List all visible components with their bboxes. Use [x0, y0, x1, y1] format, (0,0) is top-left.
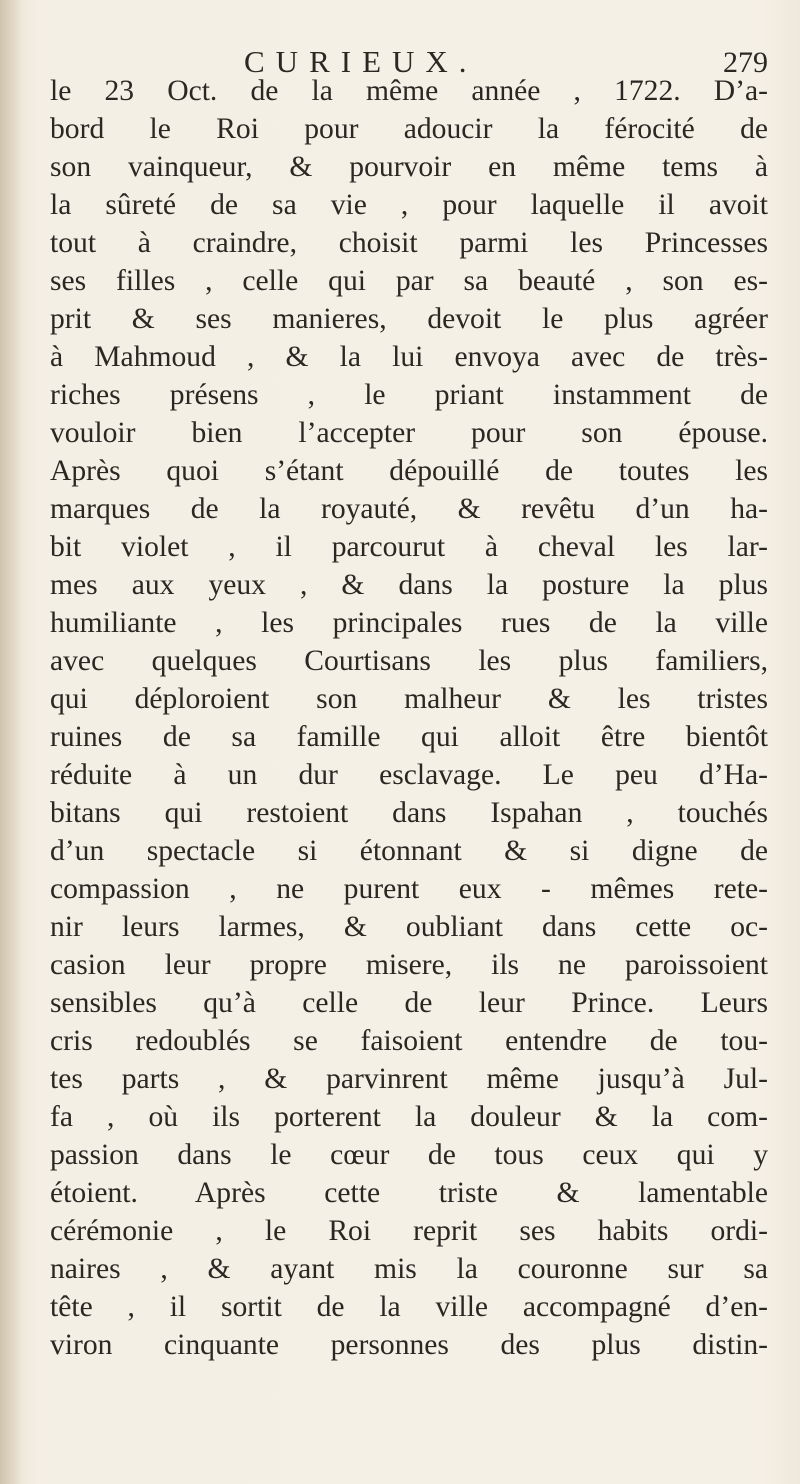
- text-line: réduite à un dur esclavage. Le peu d’Ha-: [50, 759, 768, 791]
- text-line: bitans qui restoient dans Ispahan , touchés: [50, 797, 768, 829]
- text-line: tout à craindre, choisit parmi les Princesses: [50, 227, 768, 259]
- text-line: vouloir bien l’accepter pour son épouse.: [50, 417, 768, 449]
- text-line: bord le Roi pour adoucir la férocité de: [50, 113, 768, 145]
- body-text: [50, 72, 768, 1364]
- text-line: la sûreté de sa vie , pour laquelle il avoit: [50, 189, 768, 221]
- text-line: riches présens , le priant instamment de: [50, 379, 768, 411]
- text-line: tes parts , & parvinrent même jusqu’à Jul-: [50, 1063, 768, 1095]
- text-line: Après quoi s’étant dépouillé de toutes les: [50, 455, 768, 487]
- text-line: passion dans le cœur de tous ceux qui y: [50, 1139, 768, 1171]
- page-number: 279: [723, 46, 768, 79]
- text-line: sensibles qu’à celle de leur Prince. Leurs: [50, 987, 768, 1019]
- text-line: nir leurs larmes, & oubliant dans cette oc-: [50, 911, 768, 943]
- text-line: avec quelques Courtisans les plus familiers,: [50, 645, 768, 677]
- text-line: tête , il sortit de la ville accompagné d’en-: [50, 1291, 768, 1323]
- page-gutter: [0, 0, 22, 1484]
- text-line: ruines de sa famille qui alloit être bientôt: [50, 721, 768, 753]
- text-line: qui déploroient son malheur & les tristes: [50, 683, 768, 715]
- text-line: étoient. Après cette triste & lamentable: [50, 1177, 768, 1209]
- text-line: cérémonie , le Roi reprit ses habits ordi-: [50, 1215, 768, 1247]
- text-line: ses filles , celle qui par sa beauté , son es-: [50, 265, 768, 297]
- text-line: casion leur propre misere, ils ne paroissoient: [50, 949, 768, 981]
- text-line: viron cinquante personnes des plus distin-: [50, 1329, 768, 1361]
- text-line: humiliante , les principales rues de la ville: [50, 607, 768, 639]
- text-line: mes aux yeux , & dans la posture la plus: [50, 569, 768, 601]
- text-line: le 23 Oct. de la même année , 1722. D’a-: [50, 75, 768, 107]
- text-line: cris redoublés se faisoient entendre de tou-: [50, 1025, 768, 1057]
- text-line: d’un spectacle si étonnant & si digne de: [50, 835, 768, 867]
- text-line: compassion , ne purent eux - mêmes rete-: [50, 873, 768, 905]
- running-head: CURIEUX.: [244, 44, 478, 79]
- text-line: son vainqueur, & pourvoir en même tems à: [50, 151, 768, 183]
- text-line: marques de la royauté, & revêtu d’un ha-: [50, 493, 768, 525]
- text-line: fa , où ils porterent la douleur & la com-: [50, 1101, 768, 1133]
- text-line: à Mahmoud , & la lui envoya avec de très-: [50, 341, 768, 373]
- text-line: prit & ses manieres, devoit le plus agréer: [50, 303, 768, 335]
- text-line: bit violet , il parcourut à cheval les lar-: [50, 531, 768, 563]
- text-line: naires , & ayant mis la couronne sur sa: [50, 1253, 768, 1285]
